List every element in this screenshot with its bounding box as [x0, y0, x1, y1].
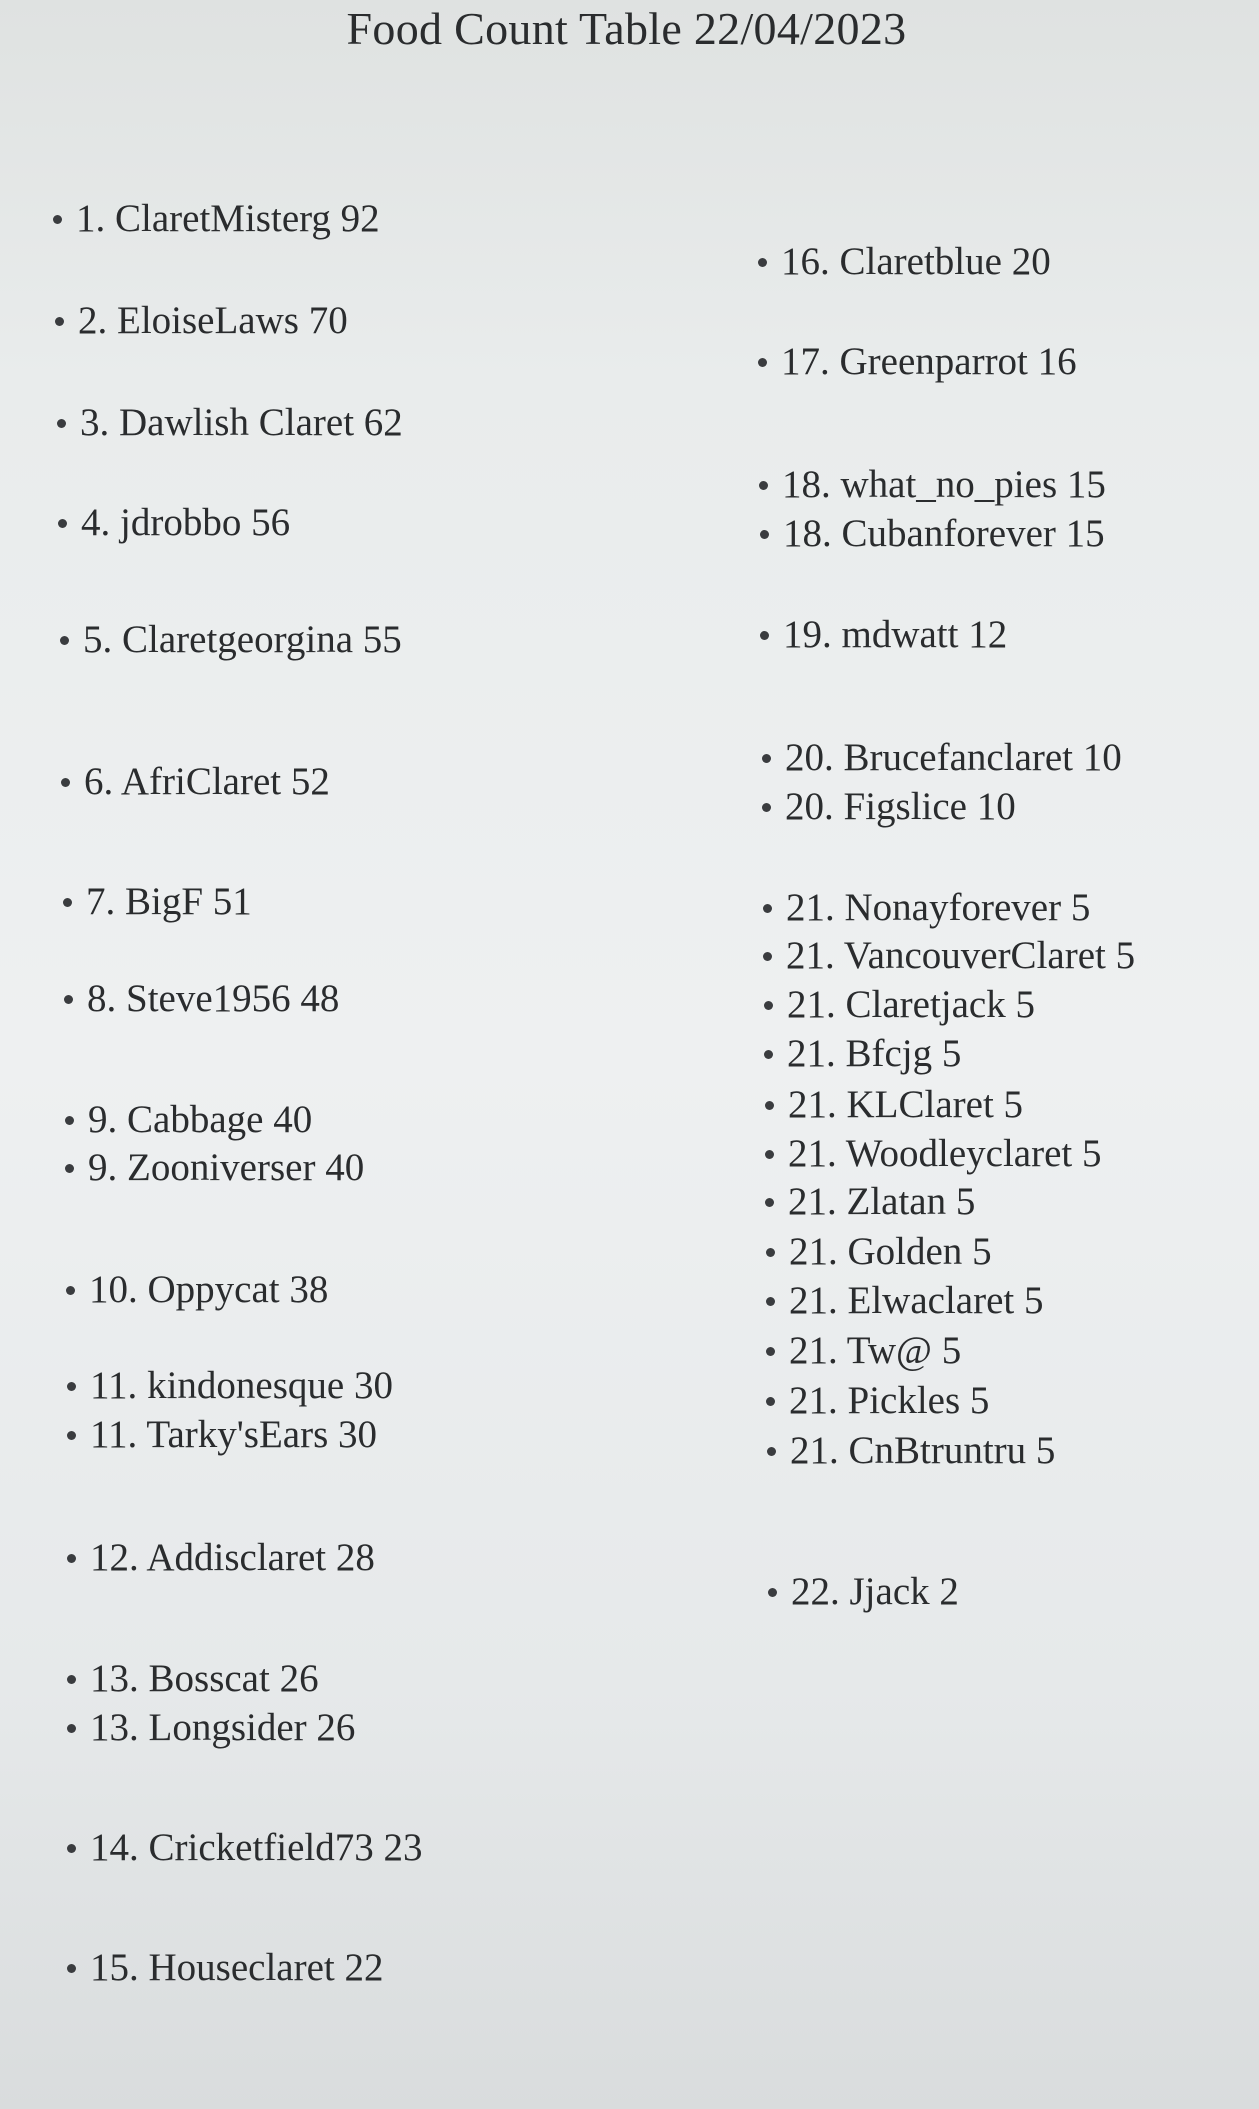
food-count: 5 — [1081, 1132, 1102, 1175]
food-count: 20 — [1011, 240, 1051, 283]
list-item — [764, 982, 1035, 1028]
food-count: 5 — [969, 1379, 990, 1422]
rank: 8. — [87, 977, 117, 1020]
rank: 9. — [88, 1098, 118, 1141]
list-item — [60, 617, 402, 663]
bullet-icon — [58, 519, 67, 528]
bullet-icon — [65, 1116, 74, 1125]
list-item — [759, 462, 1106, 508]
list-item — [760, 511, 1105, 557]
rank: 21. — [790, 1429, 839, 1472]
user-name: mdwatt — [841, 613, 959, 656]
food-count: 5 — [1023, 1279, 1044, 1322]
rank: 21. — [788, 1180, 837, 1223]
bullet-icon — [67, 1554, 76, 1563]
user-name: Claretblue — [839, 240, 1002, 283]
food-count: 23 — [383, 1826, 423, 1869]
list-item — [762, 735, 1122, 781]
rank: 15. — [90, 1946, 139, 1989]
user-name: Zlatan — [846, 1180, 947, 1223]
list-item — [57, 400, 403, 446]
user-name: Pickles — [847, 1379, 961, 1422]
bullet-icon — [764, 1001, 773, 1010]
food-count: 5 — [1003, 1083, 1024, 1126]
rank: 2. — [78, 299, 108, 342]
bullet-icon — [63, 898, 72, 907]
list-item — [765, 1179, 975, 1225]
rank: 4. — [81, 501, 111, 544]
rank: 18. — [782, 463, 831, 506]
bullet-icon — [760, 530, 769, 539]
user-name: Longsider — [148, 1706, 307, 1749]
user-name: Jjack — [849, 1570, 930, 1613]
food-count: 15 — [1066, 463, 1106, 506]
food-count: 5 — [941, 1329, 962, 1372]
bullet-icon — [762, 803, 771, 812]
page-title: Food Count Table 22/04/2023 — [346, 3, 907, 54]
user-name: CnBtruntru — [848, 1429, 1027, 1472]
food-count: 38 — [289, 1268, 329, 1311]
user-name: Elwaclaret — [847, 1279, 1015, 1322]
list-item — [67, 1825, 423, 1871]
user-name: Golden — [847, 1230, 963, 1273]
list-item — [758, 339, 1077, 385]
user-name: Claretgeorgina — [122, 618, 354, 661]
rank: 11. — [90, 1364, 138, 1407]
bullet-icon — [768, 1588, 777, 1597]
list-item — [55, 298, 348, 344]
rank: 21. — [788, 1132, 837, 1175]
bullet-icon — [759, 481, 768, 490]
rank: 14. — [90, 1826, 139, 1869]
rank: 21. — [789, 1279, 838, 1322]
bullet-icon — [67, 1964, 76, 1973]
food-count: 56 — [251, 501, 291, 544]
food-count: 5 — [955, 1180, 976, 1223]
bullet-icon — [64, 995, 73, 1004]
rank: 13. — [90, 1657, 139, 1700]
rank: 20. — [785, 785, 834, 828]
list-item — [765, 1131, 1101, 1177]
user-name: Bosscat — [148, 1657, 270, 1700]
bullet-icon — [760, 631, 769, 640]
rank: 5. — [83, 618, 113, 661]
list-item — [61, 759, 330, 805]
list-item — [66, 1267, 328, 1313]
bullet-icon — [766, 1297, 775, 1306]
food-count: 5 — [1035, 1429, 1056, 1472]
food-count: 16 — [1037, 340, 1077, 383]
user-name: Cabbage — [127, 1098, 264, 1141]
rank: 21. — [789, 1329, 838, 1372]
bullet-icon — [763, 904, 772, 913]
bullet-icon — [67, 1844, 76, 1853]
user-name: Cricketfield73 — [148, 1826, 374, 1869]
list-item — [67, 1412, 377, 1458]
list-item — [64, 976, 339, 1022]
rank: 16. — [781, 240, 830, 283]
food-count: 26 — [279, 1657, 319, 1700]
bullet-icon — [765, 1101, 774, 1110]
user-name: EloiseLaws — [117, 299, 299, 342]
food-count: 55 — [362, 618, 402, 661]
bullet-icon — [66, 1286, 75, 1295]
list-item — [67, 1363, 393, 1409]
list-item — [760, 612, 1007, 658]
rank: 12. — [90, 1536, 139, 1579]
bullet-icon — [763, 952, 772, 961]
food-count: 30 — [338, 1413, 378, 1456]
list-item — [53, 196, 380, 242]
user-name: jdrobbo — [120, 501, 242, 544]
list-item — [765, 1082, 1023, 1128]
list-item — [67, 1705, 355, 1751]
food-count: 12 — [968, 613, 1008, 656]
bullet-icon — [762, 754, 771, 763]
rank: 21. — [788, 1083, 837, 1126]
user-name: Nonayforever — [844, 886, 1062, 929]
rank: 20. — [785, 736, 834, 779]
food-count: 70 — [308, 299, 348, 342]
rank: 22. — [791, 1570, 840, 1613]
user-name: Figslice — [843, 785, 967, 828]
user-name: Dawlish Claret — [119, 401, 355, 444]
rank: 21. — [787, 1032, 836, 1075]
user-name: Cubanforever — [841, 512, 1056, 555]
bullet-icon — [766, 1347, 775, 1356]
food-count: 2 — [939, 1570, 959, 1613]
user-name: Brucefanclaret — [843, 736, 1074, 779]
user-name: ClaretMisterg — [115, 197, 331, 240]
food-count: 30 — [353, 1364, 393, 1407]
rank: 21. — [789, 1379, 838, 1422]
rank: 21. — [786, 886, 835, 929]
food-count: 10 — [1082, 736, 1122, 779]
user-name: Steve1956 — [126, 977, 291, 1020]
rank: 21. — [787, 983, 836, 1026]
bullet-icon — [758, 258, 767, 267]
rank: 6. — [84, 760, 114, 803]
food-count: 5 — [972, 1230, 992, 1273]
bullet-icon — [53, 215, 62, 224]
list-item — [767, 1428, 1055, 1474]
list-item — [764, 1031, 961, 1077]
food-count: 5 — [1070, 886, 1091, 929]
rank: 11. — [90, 1413, 138, 1456]
rank: 3. — [80, 401, 110, 444]
bullet-icon — [67, 1431, 76, 1440]
bullet-icon — [65, 1164, 74, 1173]
food-count: 5 — [941, 1032, 962, 1075]
food-count: 40 — [273, 1098, 313, 1141]
user-name: Houseclaret — [148, 1946, 335, 1989]
user-name: Woodleyclaret — [845, 1132, 1073, 1175]
user-name: Claretjack — [845, 983, 1006, 1026]
rank: 9. — [88, 1146, 118, 1189]
bullet-icon — [57, 419, 66, 428]
user-name: kindonesque — [147, 1364, 345, 1407]
list-item — [63, 879, 252, 925]
food-count: 26 — [316, 1706, 356, 1749]
list-item — [763, 885, 1090, 931]
list-item — [758, 239, 1051, 285]
food-count: 5 — [1015, 983, 1035, 1026]
food-count: 52 — [290, 760, 330, 803]
list-item — [762, 784, 1016, 830]
food-count: 28 — [335, 1536, 375, 1579]
list-item — [766, 1378, 989, 1424]
bullet-icon — [67, 1675, 76, 1684]
bullet-icon — [764, 1050, 773, 1059]
user-name: Tw@ — [846, 1329, 932, 1372]
list-item — [763, 933, 1135, 979]
food-count: 22 — [344, 1946, 384, 1989]
bullet-icon — [55, 317, 64, 326]
bullet-icon — [766, 1397, 775, 1406]
rank: 7. — [86, 880, 116, 923]
list-item — [766, 1229, 992, 1275]
user-name: Zooniverser — [127, 1146, 316, 1189]
food-count: 62 — [363, 401, 403, 444]
bullet-icon — [67, 1382, 76, 1391]
user-name: KLClaret — [846, 1083, 994, 1126]
rank: 1. — [76, 197, 106, 240]
bullet-icon — [758, 358, 767, 367]
user-name: AfriClaret — [120, 760, 282, 803]
food-count: 51 — [212, 880, 252, 923]
bullet-icon — [766, 1248, 775, 1257]
user-name: Oppycat — [147, 1268, 280, 1311]
user-name: Bfcjg — [845, 1032, 933, 1075]
food-count: 5 — [1115, 934, 1136, 977]
rank: 10. — [89, 1268, 138, 1311]
food-count: 10 — [976, 785, 1016, 828]
user-name: Tarky'sEars — [146, 1413, 329, 1456]
user-name: Addisclaret — [146, 1536, 327, 1579]
food-count: 15 — [1065, 512, 1105, 555]
bullet-icon — [767, 1447, 776, 1456]
list-item — [58, 500, 290, 546]
user-name: what_no_pies — [840, 463, 1058, 506]
rank: 13. — [90, 1706, 139, 1749]
food-count: 40 — [325, 1146, 365, 1189]
food-count: 92 — [340, 197, 380, 240]
list-item — [766, 1278, 1043, 1324]
user-name: VancouverClaret — [843, 934, 1106, 977]
list-item — [65, 1097, 312, 1143]
bullet-icon — [765, 1198, 774, 1207]
user-name: Greenparrot — [839, 340, 1028, 383]
list-item — [768, 1569, 959, 1615]
rank: 19. — [783, 613, 832, 656]
list-item — [766, 1328, 961, 1374]
rank: 17. — [781, 340, 830, 383]
bullet-icon — [67, 1724, 76, 1733]
bullet-icon — [61, 778, 70, 787]
bullet-icon — [765, 1150, 774, 1159]
list-item — [67, 1656, 319, 1702]
rank: 21. — [786, 934, 835, 977]
food-count: 48 — [300, 977, 340, 1020]
list-item — [67, 1945, 384, 1991]
user-name: BigF — [125, 880, 204, 923]
bullet-icon — [60, 636, 69, 645]
rank: 21. — [789, 1230, 838, 1273]
rank: 18. — [783, 512, 832, 555]
list-item — [67, 1535, 375, 1581]
list-item — [65, 1145, 364, 1191]
